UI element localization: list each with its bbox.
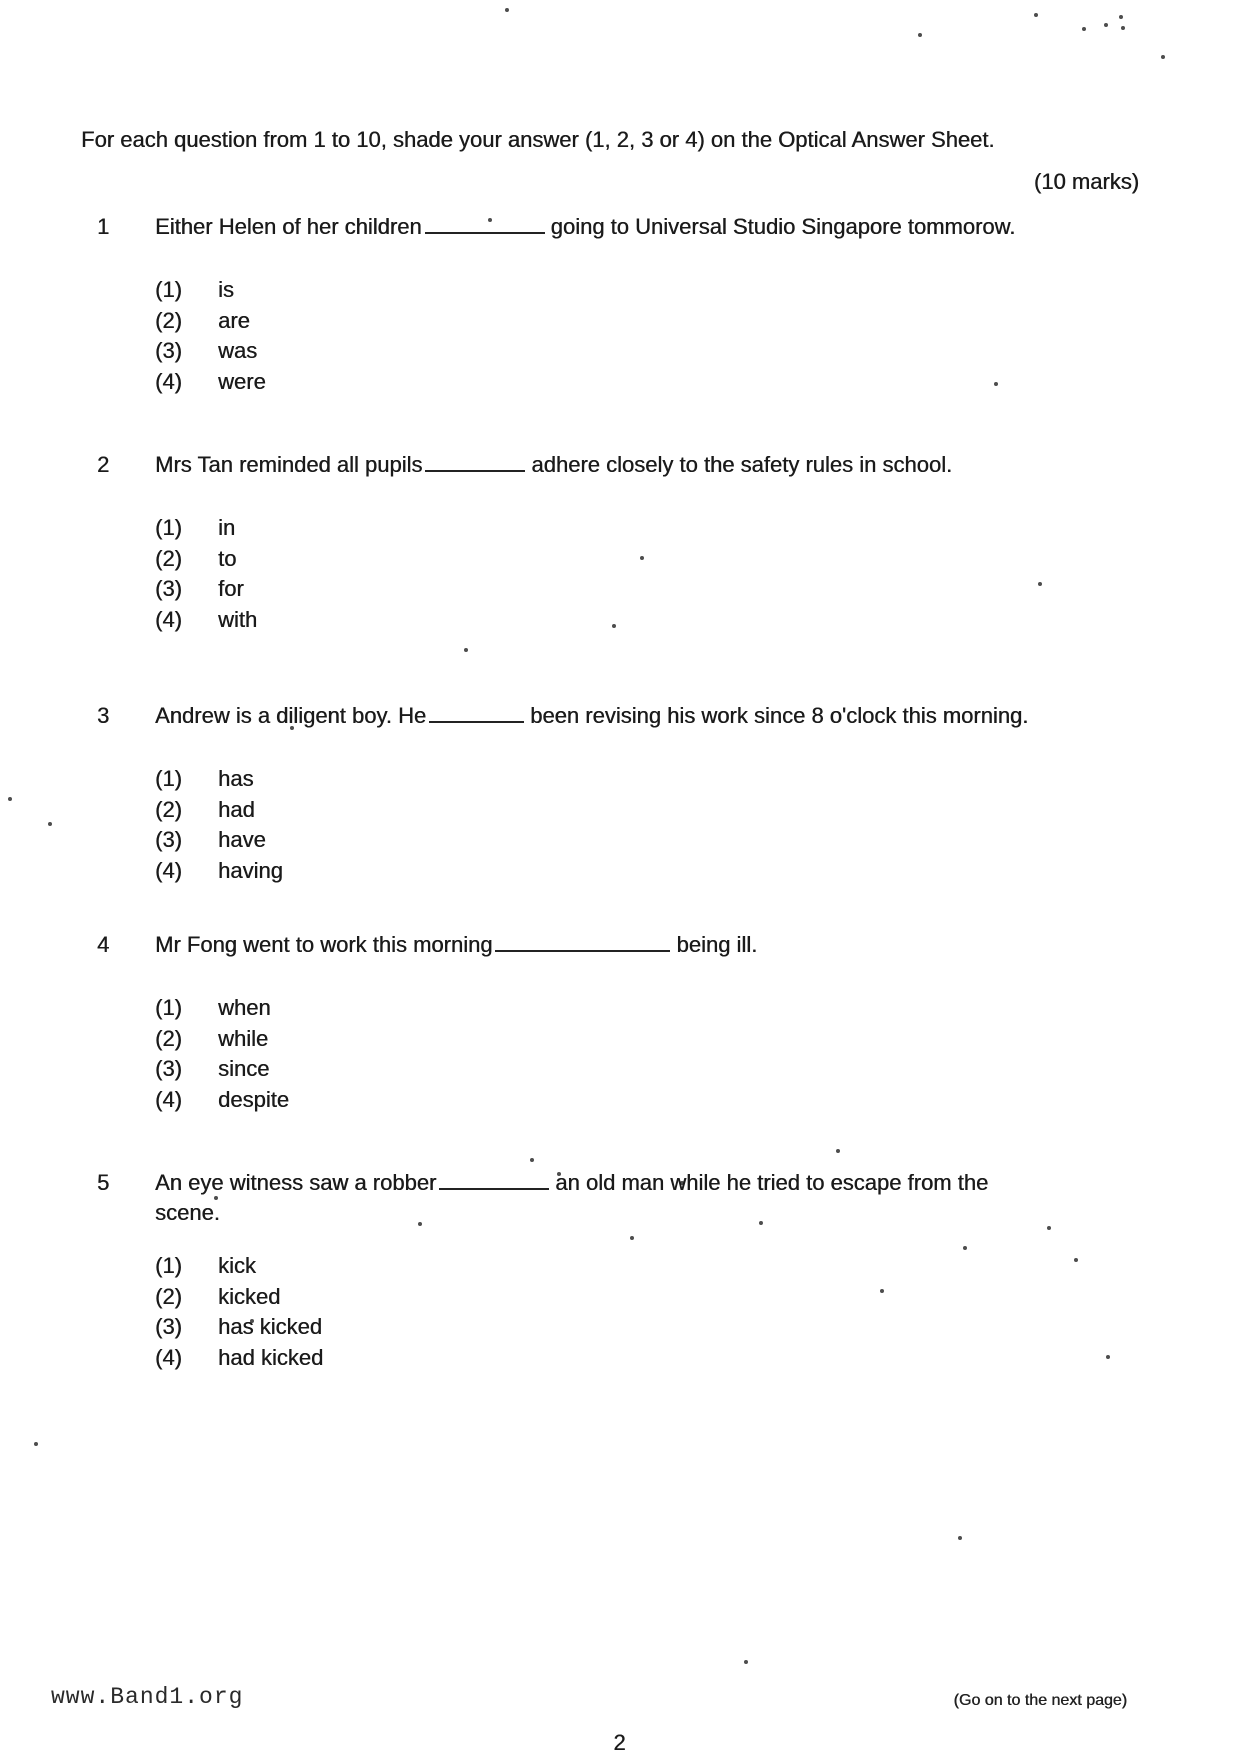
option xyxy=(155,795,1157,826)
option xyxy=(155,1085,1157,1116)
scan-noise-dot xyxy=(48,822,52,826)
scan-noise-dot xyxy=(918,33,922,37)
option-label: while xyxy=(218,1025,269,1051)
option xyxy=(155,605,1157,636)
option-label: has kicked xyxy=(218,1314,322,1339)
option-label: is xyxy=(218,277,234,302)
question-2 xyxy=(97,450,1157,635)
option-label: had xyxy=(218,796,255,822)
option-label: to xyxy=(218,545,237,571)
option-label: for xyxy=(218,576,244,601)
option xyxy=(155,513,1157,544)
page-number: 2 xyxy=(613,1730,626,1754)
question-text-line2: scene. xyxy=(155,1200,220,1225)
option-key: (1) xyxy=(155,1253,182,1278)
option-key: (1) xyxy=(155,766,182,791)
question-text xyxy=(155,212,1015,242)
option-key: (4) xyxy=(155,1086,182,1112)
scan-noise-dot xyxy=(1034,13,1038,17)
option-label: with xyxy=(218,606,258,632)
scan-noise-dot xyxy=(958,1536,962,1540)
question-text-after: going to Universal Studio Singapore tommorow. xyxy=(550,214,1016,239)
question-number: 5 xyxy=(97,1170,110,1195)
option xyxy=(155,1054,1157,1085)
answer-blank xyxy=(439,1186,549,1190)
options-list xyxy=(155,275,1157,397)
option xyxy=(155,856,1157,887)
question-text-before: An eye witness saw a robber xyxy=(155,1170,437,1195)
option-key: (2) xyxy=(155,307,182,333)
option-key: (4) xyxy=(155,368,182,394)
option xyxy=(155,1282,1157,1313)
answer-blank xyxy=(429,719,524,723)
question-text xyxy=(155,930,757,960)
option-key: (1) xyxy=(155,995,182,1020)
option-key: (3) xyxy=(155,827,182,852)
scan-noise-dot xyxy=(1082,27,1086,31)
option-label: despite xyxy=(218,1086,289,1112)
option-label: when xyxy=(218,995,271,1020)
question-number: 4 xyxy=(97,932,110,957)
options-list xyxy=(155,993,1157,1115)
question-number: 2 xyxy=(97,452,110,477)
instructions-block xyxy=(81,126,1139,196)
question-text-before: Andrew is a diligent boy. He xyxy=(155,703,427,728)
scan-noise-dot xyxy=(1121,26,1125,30)
option-key: (2) xyxy=(155,1025,182,1051)
option xyxy=(155,993,1157,1024)
question-3 xyxy=(97,701,1157,886)
options-list xyxy=(155,1251,1157,1373)
option-key: (2) xyxy=(155,796,182,822)
question-text-before: Mrs Tan reminded all pupils xyxy=(155,452,423,477)
option-label: have xyxy=(218,827,266,852)
question-1 xyxy=(97,212,1157,397)
answer-blank xyxy=(425,230,545,234)
option-key: (3) xyxy=(155,1056,182,1081)
instructions-text: For each question from 1 to 10, shade your answer (1, 2, 3 or 4) on the Optical Answer Sheet. xyxy=(81,127,995,152)
scan-noise-dot xyxy=(1119,15,1123,19)
option-label: since xyxy=(218,1056,270,1081)
question-5 xyxy=(97,1168,1157,1373)
option-label: are xyxy=(218,307,250,333)
option-label: kick xyxy=(218,1253,256,1278)
option xyxy=(155,336,1157,367)
option-label: was xyxy=(218,338,258,363)
option-key: (3) xyxy=(155,576,182,601)
answer-blank xyxy=(495,948,670,952)
scan-noise-dot xyxy=(1104,23,1108,27)
footer-website-link[interactable]: www.Band1.org xyxy=(51,1684,244,1710)
option-key: (3) xyxy=(155,338,182,363)
option-key: (2) xyxy=(155,545,182,571)
option xyxy=(155,764,1157,795)
option-key: (3) xyxy=(155,1314,182,1339)
question-text-after: adhere closely to the safety rules in school. xyxy=(531,452,953,477)
question-text-after: an old man while he tried to escape from the xyxy=(555,1170,989,1195)
option-label: were xyxy=(218,368,266,394)
question-text-after: been revising his work since 8 o'clock this morning. xyxy=(530,703,1029,728)
option-key: (4) xyxy=(155,857,182,883)
option-label: has xyxy=(218,766,254,791)
footer-continue-note: (Go on to the next page) xyxy=(953,1692,1127,1709)
answer-blank xyxy=(425,468,525,472)
option-label: had kicked xyxy=(218,1344,324,1370)
question-text xyxy=(155,450,952,480)
option-key: (4) xyxy=(155,606,182,632)
option xyxy=(155,1312,1157,1343)
scan-noise-dot xyxy=(1161,55,1165,59)
option-label: in xyxy=(218,515,236,540)
question-text-before: Either Helen of her children xyxy=(155,214,422,239)
scan-noise-dot xyxy=(505,8,509,12)
question-text xyxy=(155,701,1028,731)
scan-noise-dot xyxy=(530,1158,534,1162)
option-key: (2) xyxy=(155,1283,182,1309)
question-number: 3 xyxy=(97,703,110,728)
option xyxy=(155,1251,1157,1282)
option xyxy=(155,1024,1157,1055)
option xyxy=(155,367,1157,398)
scan-noise-dot xyxy=(836,1149,840,1153)
options-list xyxy=(155,764,1157,886)
question-4 xyxy=(97,930,1157,1115)
options-list xyxy=(155,513,1157,635)
marks-label: (10 marks) xyxy=(1033,169,1139,194)
scan-noise-dot xyxy=(34,1442,38,1446)
option-key: (1) xyxy=(155,277,182,302)
option xyxy=(155,275,1157,306)
option xyxy=(155,574,1157,605)
option xyxy=(155,1343,1157,1374)
option xyxy=(155,825,1157,856)
option-label: kicked xyxy=(218,1283,281,1309)
question-text-after: being ill. xyxy=(676,932,758,957)
option-key: (4) xyxy=(155,1344,182,1370)
question-text-before: Mr Fong went to work this morning xyxy=(155,932,493,957)
option xyxy=(155,306,1157,337)
scan-noise-dot xyxy=(744,1660,748,1664)
option-label: having xyxy=(218,857,283,883)
option-key: (1) xyxy=(155,515,182,540)
question-number: 1 xyxy=(97,214,110,239)
scan-noise-dot xyxy=(464,648,468,652)
option xyxy=(155,544,1157,575)
question-text xyxy=(155,1168,988,1198)
scan-noise-dot xyxy=(8,797,12,801)
